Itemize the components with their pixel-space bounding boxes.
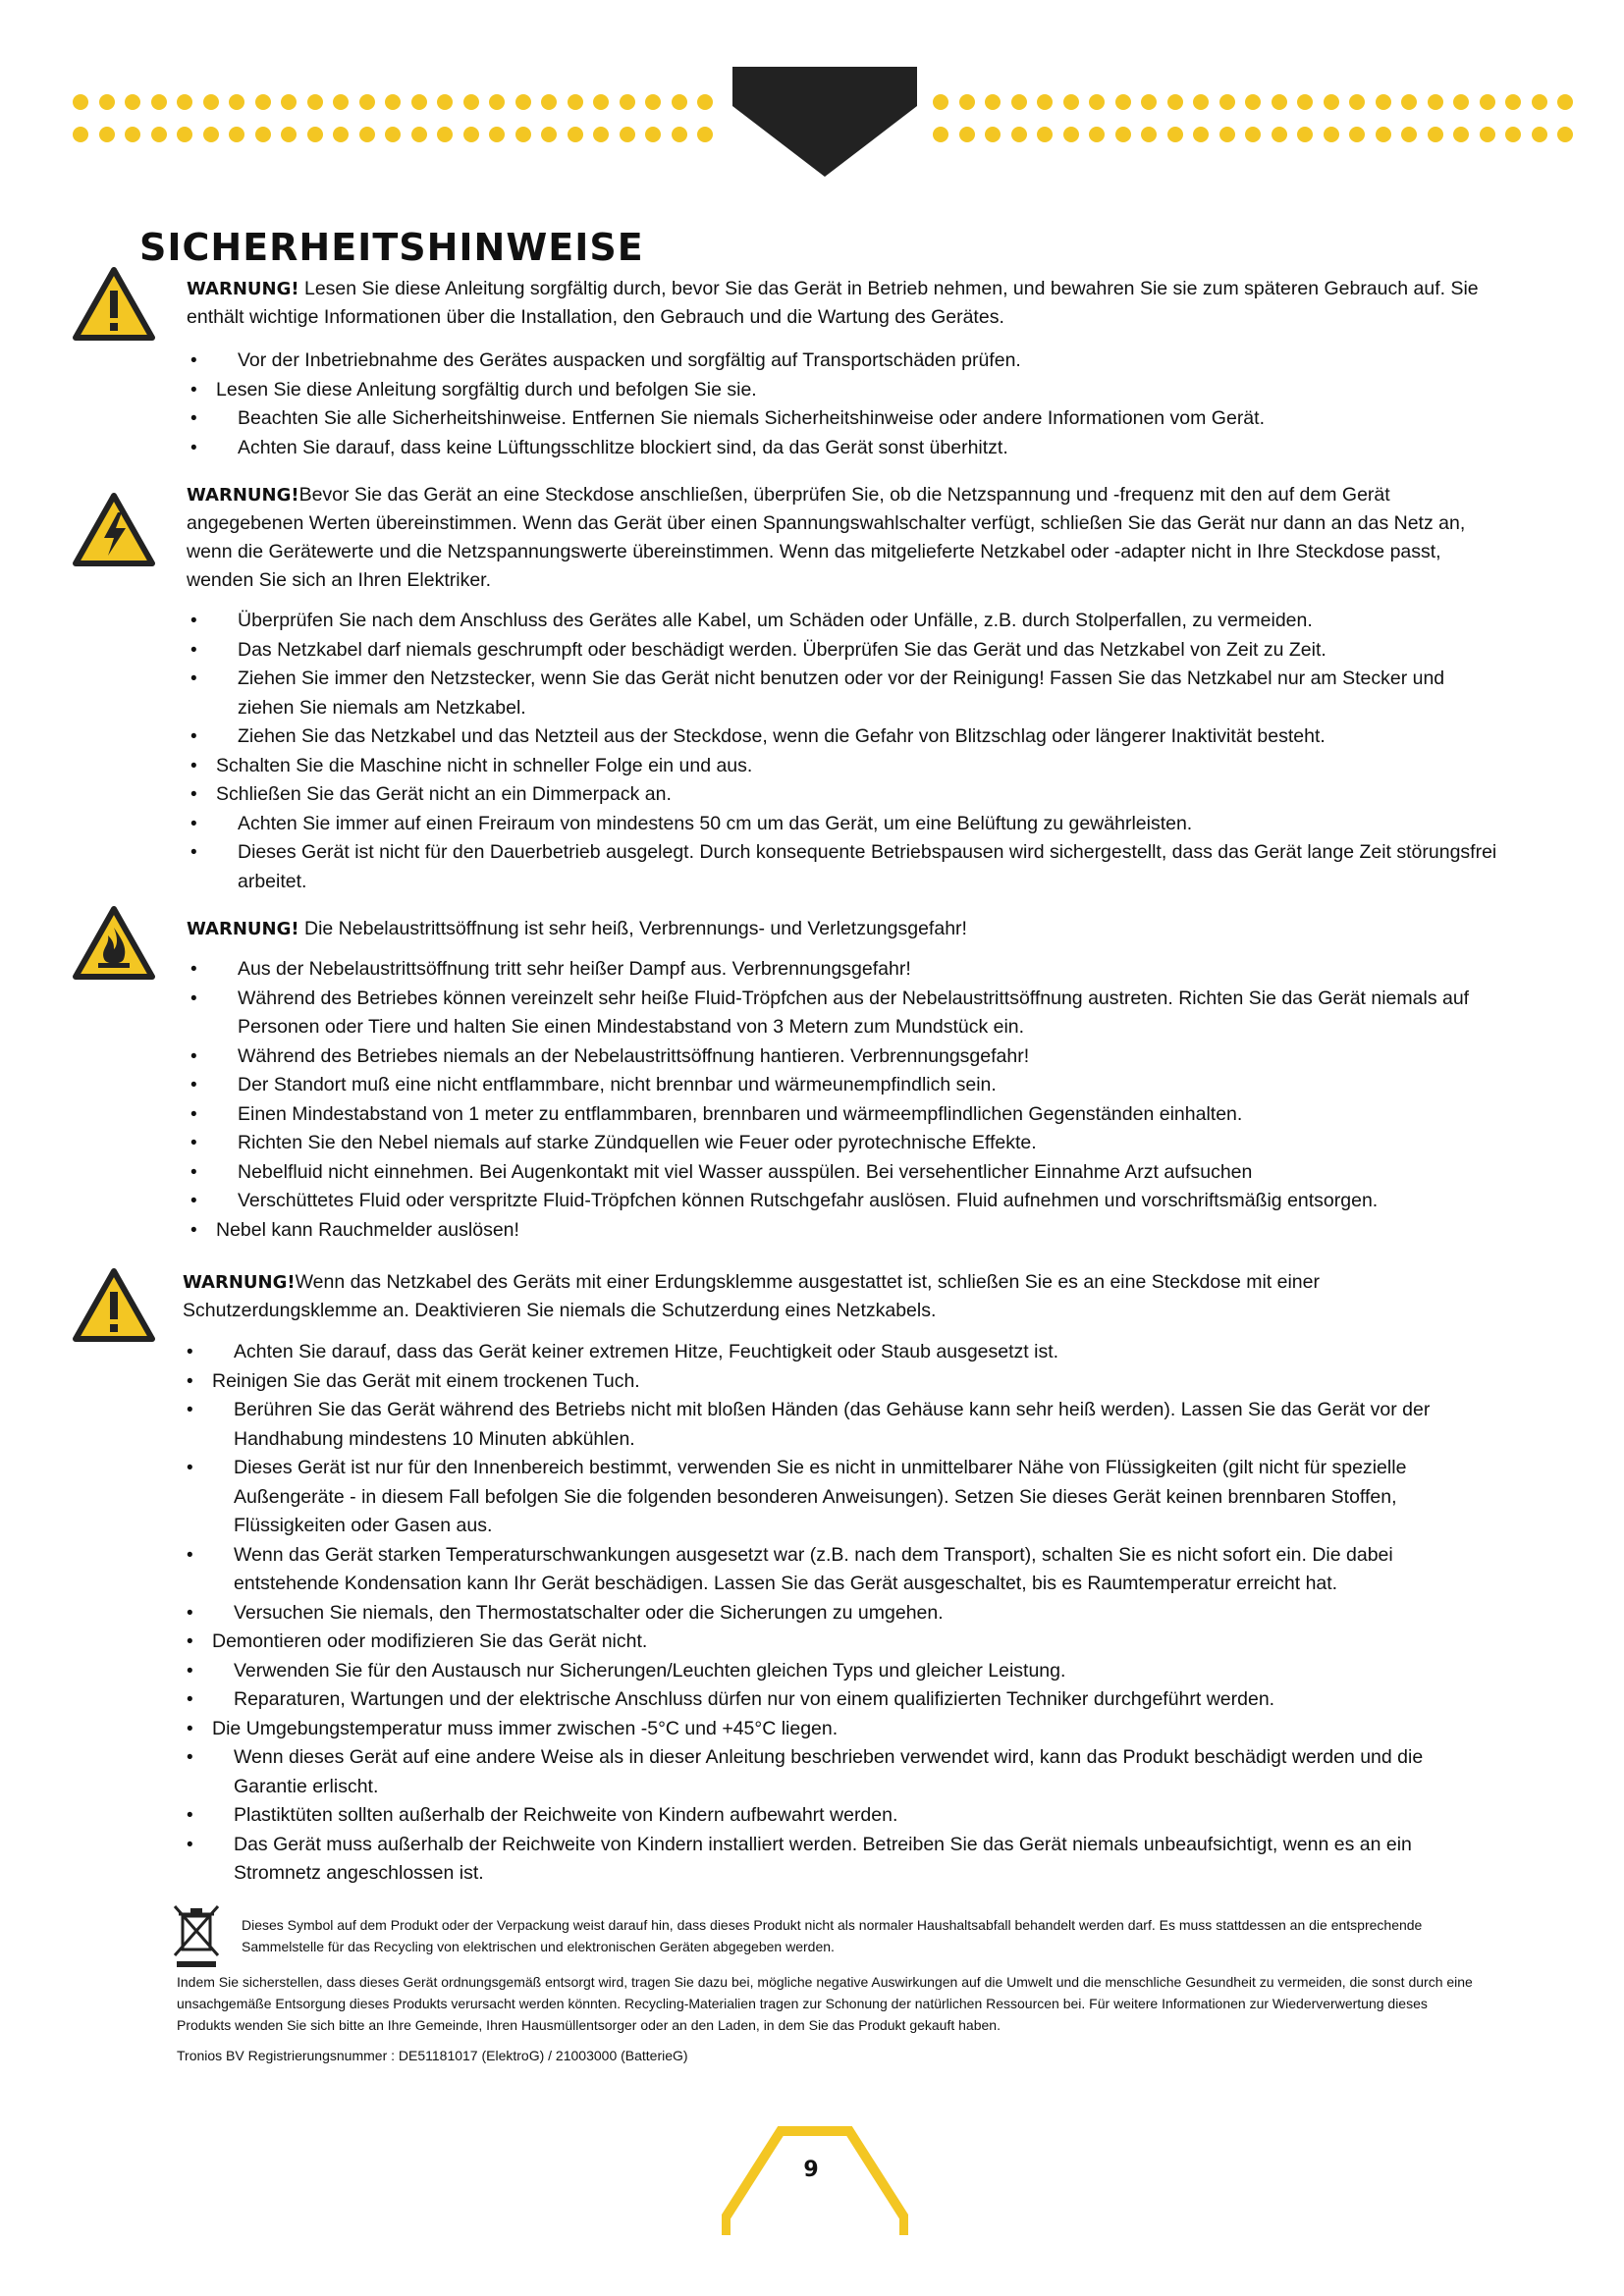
header-dot (151, 127, 167, 142)
list-item: • Einen Mindestabstand von 1 meter zu entflammbaren, brennbaren und wärmeempflindlichen Gegenständen einhalten. (187, 1100, 1502, 1130)
header-dot (281, 94, 297, 110)
warning-triangle-icon (73, 1268, 155, 1343)
header-dot (489, 127, 505, 142)
registration-number: Tronios BV Registrierungsnummer : DE51181017 (ElektroG) / 21003000 (BatterieG) (177, 2048, 688, 2063)
header-dot (1089, 94, 1105, 110)
list-item: • Reparaturen, Wartungen und der elektrische Anschluss dürfen nur von einem qualifizierten Techniker durchgeführt werden. (183, 1685, 1498, 1715)
list-item: • Schließen Sie das Gerät nicht an ein Dimmerpack an. (187, 780, 1502, 810)
header-dot (1428, 94, 1443, 110)
header-dot (1532, 94, 1547, 110)
list-item: • Achten Sie darauf, dass das Gerät keiner extremen Hitze, Feuchtigkeit oder Staub ausgesetzt ist. (183, 1338, 1498, 1367)
header-dot (1376, 94, 1391, 110)
header-dot (593, 94, 609, 110)
header-dot (281, 127, 297, 142)
list-item: • Beachten Sie alle Sicherheitshinweise. Entfernen Sie niemals Sicherheitshinweise oder andere Informationen vom Gerät. (187, 404, 1502, 434)
header-dot (1349, 94, 1365, 110)
header-dot (1245, 94, 1261, 110)
header-dot (463, 127, 479, 142)
header-dot (1141, 94, 1157, 110)
header-dot (1376, 127, 1391, 142)
header-dot (1401, 94, 1417, 110)
header-dot (411, 127, 427, 142)
list-item: • Berühren Sie das Gerät während des Betriebs nicht mit bloßen Händen (das Gehäuse kann sehr heiß werden). Lassen Sie das Gerät vor der Handhabung mindestens 10 Minuten abkühlen. (183, 1396, 1498, 1454)
header-dot (333, 94, 349, 110)
list-item: • Verschüttetes Fluid oder verspritzte Fluid-Tröpfchen können Rutschgefahr auslösen. Fluid aufnehmen und vorschriftsmäßig entsorgen. (187, 1187, 1502, 1216)
header-dot (1115, 127, 1131, 142)
warning-paragraph (187, 275, 1502, 332)
section-electrical-warning (187, 481, 1502, 896)
header-dot (985, 127, 1001, 142)
header-dot (1167, 127, 1183, 142)
header-dot (541, 94, 557, 110)
warning-label: WARNUNG! (187, 485, 299, 506)
list-item: • Das Gerät muss außerhalb der Reichweite von Kindern installiert werden. Betreiben Sie das Gerät niemals unbeaufsichtigt, wenn es an ein Stromnetz angeschlossen ist. (183, 1831, 1498, 1889)
list-item: • Während des Betriebes niemals an der Nebelaustrittsöffnung hantieren. Verbrennungsgefahr! (187, 1042, 1502, 1072)
header-dot (1219, 94, 1235, 110)
header-dot (99, 127, 115, 142)
header-triangle-marker (727, 67, 923, 180)
list-item: • Ziehen Sie das Netzkabel und das Netzteil aus der Steckdose, wenn die Gefahr von Blitzschlag oder längerer Inaktivität besteht. (187, 722, 1502, 752)
header-dot (620, 94, 635, 110)
header-dot (385, 127, 401, 142)
list-item: • Demontieren oder modifizieren Sie das Gerät nicht. (183, 1628, 1498, 1657)
header-dot (255, 127, 271, 142)
header-dot (515, 94, 531, 110)
header-dot (1272, 127, 1287, 142)
header-dot (203, 127, 219, 142)
header-dot (359, 94, 375, 110)
list-item: • Vor der Inbetriebnahme des Gerätes auspacken und sorgfältig auf Transportschäden prüfen. (187, 347, 1502, 376)
header-dot (333, 127, 349, 142)
header-dot (411, 94, 427, 110)
bullet-list (187, 607, 1502, 896)
warning-label: WARNUNG! (187, 279, 299, 299)
list-item: • Achten Sie darauf, dass keine Lüftungsschlitze blockiert sind, da das Gerät sonst überhitzt. (187, 434, 1502, 463)
header-dot (672, 127, 687, 142)
warning-label: WARNUNG! (187, 919, 299, 939)
header-dot (1453, 94, 1469, 110)
header-dot (697, 127, 713, 142)
header-dot (1428, 127, 1443, 142)
header-dot (1063, 127, 1079, 142)
electric-shock-icon (73, 493, 155, 567)
list-item: • Achten Sie immer auf einen Freiraum von mindestens 50 cm um das Gerät, um eine Belüftung zu gewährleisten. (187, 810, 1502, 839)
list-item: • Versuchen Sie niemals, den Thermostatschalter oder die Sicherungen zu umgehen. (183, 1599, 1498, 1629)
header-dot (1557, 94, 1573, 110)
disposal-paragraph: Indem Sie sicherstellen, dass dieses Gerät ordnungsgemäß entsorgt wird, tragen Sie dazu bei, mögliche negative Auswirkungen auf die Umwelt und die menschliche Gesundheit zu vermeiden, die sonst durch eine unsachgemäße Entsorgung dieses Produkts verursacht werden könnten. Recycling-Materialien tragen zur Schonung der natürlichen Ressourcen bei. Für weitere Informationen zur Wiederverwertung dieses Produkts wenden Sie sich bitte an Ihre Gemeinde, Ihren Hausmüllentsorger oder an den Laden, in dem Sie das Produkt gekauft haben. (177, 1974, 1473, 2033)
header-dot (1063, 94, 1079, 110)
header-dot (229, 94, 244, 110)
header-dot (1324, 94, 1339, 110)
list-item: • Das Netzkabel darf niemals geschrumpft oder beschädigt werden. Überprüfen Sie das Gerät und das Netzkabel von Zeit zu Zeit. (187, 636, 1502, 666)
header-dot (1037, 127, 1053, 142)
header-dot (959, 94, 975, 110)
header-dot (1141, 127, 1157, 142)
page-number: 9 (803, 2158, 819, 2182)
header-dot (515, 127, 531, 142)
warning-label: WARNUNG! (183, 1272, 296, 1293)
warning-triangle-icon (73, 267, 155, 342)
header-dot (229, 127, 244, 142)
list-item: • Dieses Gerät ist nicht für den Dauerbetrieb ausgelegt. Durch konsequente Betriebspausen wird sichergestellt, dass das Gerät lange Zeit störungsfrei arbeitet. (187, 838, 1502, 896)
header-dot (620, 127, 635, 142)
list-item: • Nebel kann Rauchmelder auslösen! (187, 1216, 1502, 1246)
header-dot (437, 94, 453, 110)
header-dot (125, 127, 140, 142)
header-dot (1245, 127, 1261, 142)
header-dot (177, 127, 192, 142)
header-dot (489, 94, 505, 110)
header-dot (672, 94, 687, 110)
bullet-list (187, 955, 1502, 1245)
page-number-badge (722, 2125, 908, 2243)
bullet-list (183, 1338, 1498, 1889)
header-dot (1011, 94, 1027, 110)
header-dot (307, 127, 323, 142)
list-item: • Dieses Gerät ist nur für den Innenbereich bestimmt, verwenden Sie es nicht in unmittelbarer Nähe von Flüssigkeiten (gilt nicht für spezielle Außengeräte - in diesem Fall befolgen Sie die folgenden besonderen Anweisungen). Setzen Sie dieses Gerät keinen brennbaren Stoffen, Flüssigkeiten oder Gasen aus. (183, 1454, 1498, 1541)
header-dot (1557, 127, 1573, 142)
warning-text: Bevor Sie das Gerät an eine Steckdose anschließen, überprüfen Sie, ob die Netzspannung und -frequenz mit den auf dem Gerät angegebenen Werten übereinstimmen. Wenn das Gerät über einen Spannungswahlschalter verfügt, schließen Sie das Gerät nur dann an das Netz an, wenn die Gerätewerte und die Netzspannungswerte übereinstimmen. Wenn das mitgelieferte Netzkabel oder -adapter nicht in Ihre Steckdose passt, wenden Sie sich an Ihren Elektriker. (187, 484, 1466, 591)
header-dot (1037, 94, 1053, 110)
header-dot (463, 94, 479, 110)
list-item: • Wenn das Gerät starken Temperaturschwankungen ausgesetzt war (z.B. nach dem Transport), schalten Sie es nicht sofort ein. Die dabei entstehende Kondensation kann Ihr Gerät beschädigen. Lassen Sie das Gerät ausgeschaltet, bis es Raumtemperatur erreicht hat. (183, 1541, 1498, 1599)
header-dot (1401, 127, 1417, 142)
header-dot (568, 127, 583, 142)
header-dot (541, 127, 557, 142)
header-dot (73, 94, 88, 110)
header-dot (1115, 94, 1131, 110)
header-dot (1505, 127, 1521, 142)
header-dot (933, 94, 948, 110)
list-item: • Aus der Nebelaustrittsöffnung tritt sehr heißer Dampf aus. Verbrennungsgefahr! (187, 955, 1502, 985)
header-dot (959, 127, 975, 142)
header-dot (385, 94, 401, 110)
header-dot (359, 127, 375, 142)
header-dot (437, 127, 453, 142)
header-dot (73, 127, 88, 142)
warning-paragraph (187, 481, 1502, 595)
header-dot (1272, 94, 1287, 110)
header-dot (1089, 127, 1105, 142)
list-item: • Reinigen Sie das Gerät mit einem trockenen Tuch. (183, 1367, 1498, 1397)
header-dot (1532, 127, 1547, 142)
section-heat-warning (187, 915, 1502, 1245)
header-dot (1193, 127, 1209, 142)
header-dot (1297, 94, 1313, 110)
bullet-list (187, 347, 1502, 462)
list-item: • Wenn dieses Gerät auf eine andere Weise als in dieser Anleitung beschrieben verwendet wird, kann das Produkt beschädigt werden und die Garantie erlischt. (183, 1743, 1498, 1801)
header-dot (697, 94, 713, 110)
header-dot (1193, 94, 1209, 110)
header-dot (99, 94, 115, 110)
header-dot (1505, 94, 1521, 110)
header-dot (1453, 127, 1469, 142)
warning-paragraph (187, 915, 1502, 943)
header-dot (593, 127, 609, 142)
warning-text: Die Nebelaustrittsöffnung ist sehr heiß, Verbrennungs- und Verletzungsgefahr! (298, 918, 967, 939)
weee-symbol-text: Dieses Symbol auf dem Produkt oder der Verpackung weist darauf hin, dass dieses Produkt nicht als normaler Haushaltsabfall behandelt werden darf. Es muss stattdessen an die entsprechende Sammelstelle für das Recycling von elektrischen und elektronischen Geräten abgegeben werden. (242, 1917, 1423, 1954)
list-item: • Während des Betriebes können vereinzelt sehr heiße Fluid-Tröpfchen aus der Nebelaustrittsöffnung austreten. Richten Sie das Gerät niemals auf Personen oder Tiere und halten Sie einen Mindestabstand von 3 Metern zum Mundstück ein. (187, 985, 1502, 1042)
header-dot (1167, 94, 1183, 110)
header-dot (1324, 127, 1339, 142)
list-item: • Schalten Sie die Maschine nicht in schneller Folge ein und aus. (187, 752, 1502, 781)
header-dot (125, 94, 140, 110)
header-dot (1480, 127, 1495, 142)
list-item: • Verwenden Sie für den Austausch nur Sicherungen/Leuchten gleichen Typs und gleicher Leistung. (183, 1657, 1498, 1686)
list-item: • Die Umgebungstemperatur muss immer zwischen -5°C und +45°C liegen. (183, 1715, 1498, 1744)
list-item: • Lesen Sie diese Anleitung sorgfältig durch und befolgen Sie sie. (187, 376, 1502, 405)
header-dot (151, 94, 167, 110)
header-dot (255, 94, 271, 110)
flammable-icon (73, 906, 155, 981)
page-title: SICHERHEITSHINWEISE (139, 226, 644, 269)
header-dot (307, 94, 323, 110)
header-dot (568, 94, 583, 110)
header-dot (1011, 127, 1027, 142)
header-dot (985, 94, 1001, 110)
header-dot (203, 94, 219, 110)
header-dot (1349, 127, 1365, 142)
header-dot (177, 94, 192, 110)
list-item: • Überprüfen Sie nach dem Anschluss des Gerätes alle Kabel, um Schäden oder Unfälle, z.B. durch Stolperfallen, zu vermeiden. (187, 607, 1502, 636)
list-item: • Ziehen Sie immer den Netzstecker, wenn Sie das Gerät nicht benutzen oder vor der Reinigung! Fassen Sie das Netzkabel nur am Stecker und ziehen Sie niemals am Netzkabel. (187, 665, 1502, 722)
warning-text: Wenn das Netzkabel des Geräts mit einer Erdungsklemme ausgestattet ist, schließen Sie es an eine Steckdose mit einer Schutzerdungsklemme an. Deaktivieren Sie niemals die Schutzerdung eines Netzkabels. (183, 1271, 1320, 1321)
warning-text: Lesen Sie diese Anleitung sorgfältig durch, bevor Sie das Gerät in Betrieb nehmen, und bewahren Sie sie zum späteren Gebrauch auf. Sie enthält wichtige Informationen über die Installation, den Gebrauch und die Wartung des Gerätes. (187, 278, 1479, 328)
section-general-warning (187, 275, 1502, 462)
header-dot (1480, 94, 1495, 110)
list-item: • Der Standort muß eine nicht entflammbare, nicht brennbar und wärmeunempfindlich sein. (187, 1071, 1502, 1100)
section-grounding-warning (183, 1268, 1498, 1889)
header-dot (645, 94, 661, 110)
header-dot (645, 127, 661, 142)
header-dot (933, 127, 948, 142)
header-dot (1297, 127, 1313, 142)
warning-paragraph (183, 1268, 1498, 1325)
list-item: • Plastiktüten sollten außerhalb der Reichweite von Kindern aufbewahrt werden. (183, 1801, 1498, 1831)
list-item: • Nebelfluid nicht einnehmen. Bei Augenkontakt mit viel Wasser ausspülen. Bei versehentlicher Einnahme Arzt aufsuchen (187, 1158, 1502, 1188)
header-dot (1219, 127, 1235, 142)
list-item: • Richten Sie den Nebel niemals auf starke Zündquellen wie Feuer oder pyrotechnische Effekte. (187, 1129, 1502, 1158)
waste-bin-crossed-icon (169, 1902, 224, 1969)
